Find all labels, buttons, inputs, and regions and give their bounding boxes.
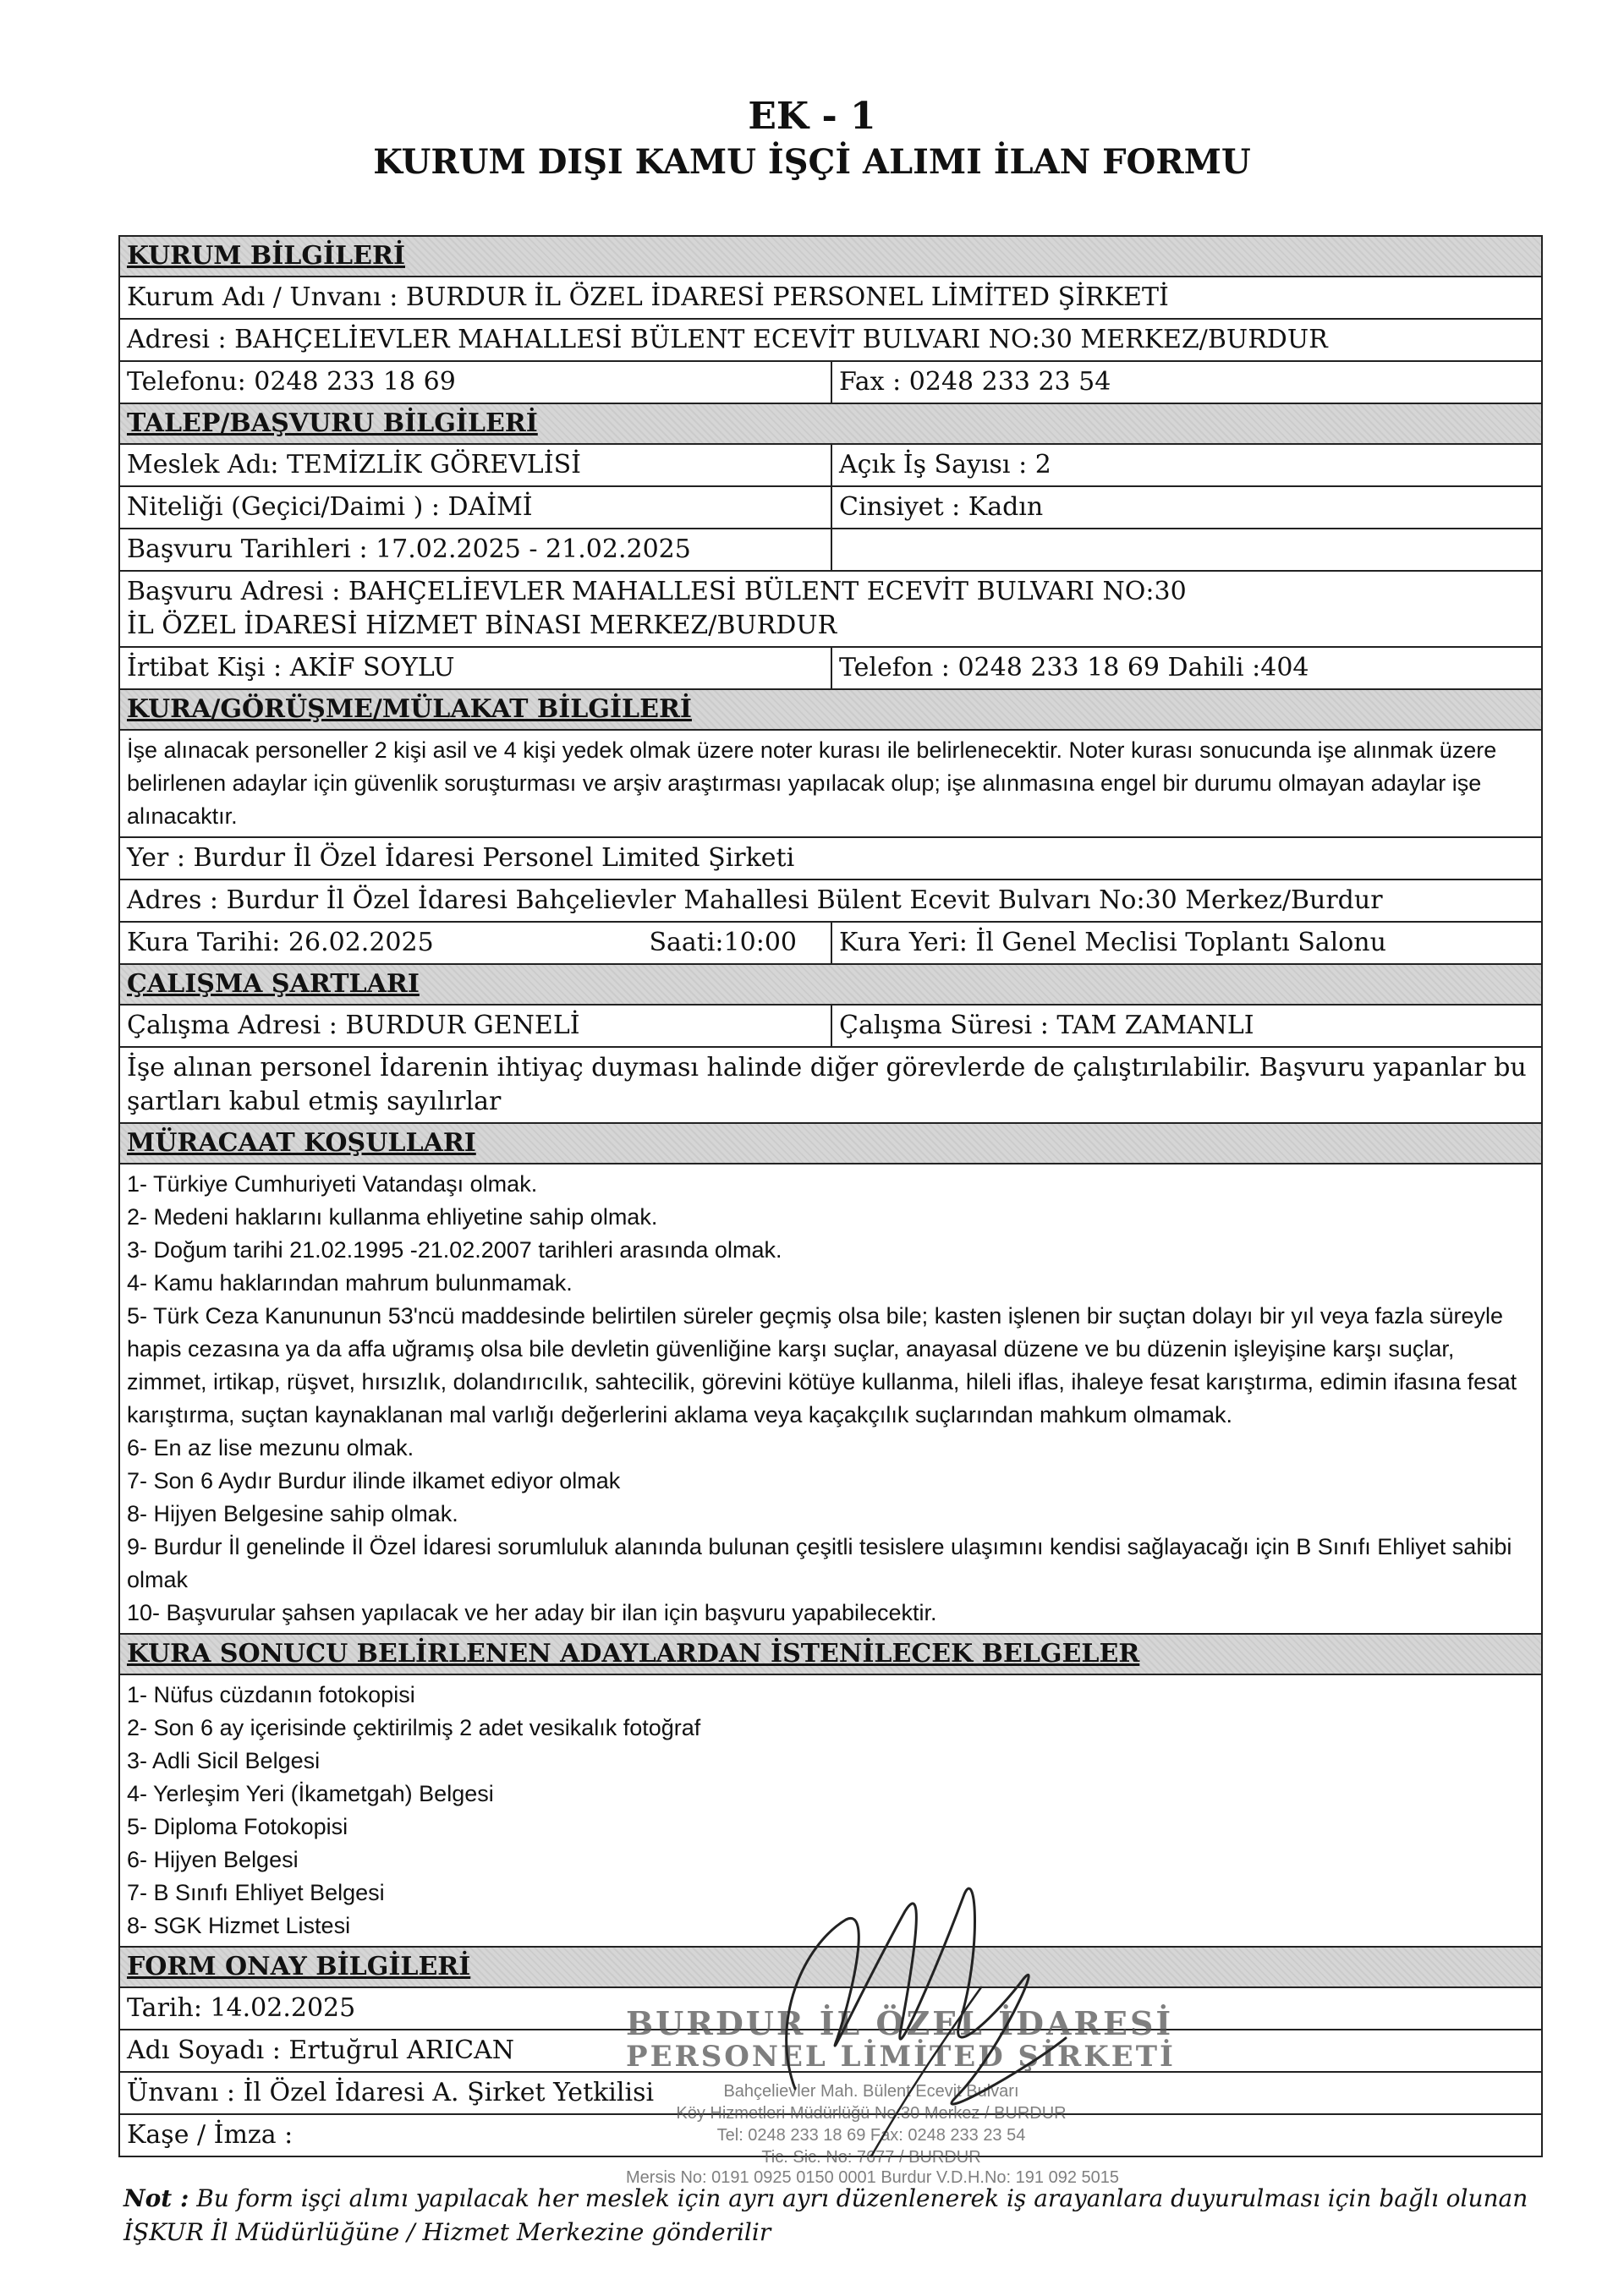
- section-kura: KURA/GÖRÜŞME/MÜLAKAT BİLGİLERİ: [120, 690, 1541, 729]
- calisma-adresi: Çalışma Adresi : BURDUR GENELİ: [120, 1006, 832, 1046]
- list-item: 7- B Sınıfı Ehliyet Belgesi: [127, 1880, 385, 1905]
- meslek-adi: Meslek Adı: TEMİZLİK GÖREVLİSİ: [120, 445, 832, 485]
- irtibat-kisi: İrtibat Kişi : AKİF SOYLU: [120, 648, 832, 688]
- announcement-form: [118, 235, 1543, 2157]
- kurum-telefon: Telefonu: 0248 233 18 69: [120, 362, 832, 403]
- onay-adi-soyadi: Adı Soyadı : Ertuğrul ARICAN: [127, 2036, 515, 2065]
- list-item: 2- Medeni haklarını kullanma ehliyetine sahip olmak.: [127, 1204, 658, 1230]
- onay-unvan: Ünvanı : İl Özel İdaresi A. Şirket Yetkilisi: [127, 2078, 655, 2107]
- list-item: 4- Yerleşim Yeri (İkametgah) Belgesi: [127, 1781, 494, 1806]
- acik-is-sayisi: Açık İş Sayısı : 2: [839, 450, 1051, 479]
- note-text: Bu form işçi alımı yapılacak her meslek için ayrı ayrı düzenlenerek iş arayanlara duyurulması için bağlı olunan İŞKUR İl Müdürlüğüne / Hizmet Merkezine gönderilir: [123, 2184, 1528, 2246]
- irtibat-telefon: Telefon : 0248 233 18 69 Dahili :404: [839, 653, 1309, 682]
- niteligi: Niteliği (Geçici/Daimi ) : DAİMİ: [120, 487, 832, 528]
- annex-label: EK - 1: [748, 95, 876, 138]
- calisma-suresi: Çalışma Süresi : TAM ZAMANLI: [839, 1011, 1254, 1040]
- list-item: 1- Türkiye Cumhuriyeti Vatandaşı olmak.: [127, 1171, 538, 1197]
- section-belgeler: KURA SONUCU BELİRLENEN ADAYLARDAN İSTENİLECEK BELGELER: [120, 1635, 1541, 1674]
- list-item: 5- Diploma Fotokopisi: [127, 1814, 348, 1839]
- list-item: 8- Hijyen Belgesine sahip olmak.: [127, 1501, 458, 1526]
- basvuru-tarihleri: Başvuru Tarihleri : 17.02.2025 - 21.02.2025: [120, 529, 832, 570]
- list-item: 7- Son 6 Aydır Burdur ilinde ilkamet ediyor olmak: [127, 1468, 621, 1493]
- section-muracaat: MÜRACAAT KOŞULLARI: [120, 1124, 1541, 1163]
- footer-note: [123, 2182, 1544, 2249]
- list-item: 10- Başvurular şahsen yapılacak ve her aday bir ilan için başvuru yapabilecektir.: [127, 1600, 937, 1625]
- section-calisma: ÇALIŞMA ŞARTLARI: [120, 965, 1541, 1004]
- list-item: 1- Nüfus cüzdanın fotokopisi: [127, 1682, 415, 1707]
- onay-tarih: Tarih: 14.02.2025: [127, 1993, 356, 2023]
- list-item: 4- Kamu haklarından mahrum bulunmamak.: [127, 1270, 573, 1296]
- form-title: KURUM DIŞI KAMU İŞÇİ ALIMI İLAN FORMU: [373, 142, 1251, 182]
- onay-kase-imza: Kaşe / İmza :: [127, 2120, 294, 2150]
- list-item: 5- Türk Ceza Kanununun 53'ncü maddesinde belirtilen süreler geçmiş olsa bile; kasten işlenen bir suçtan dolayı bir yıl veya fazla süreyle hapis cezasına ya da affa uğramış olsa bile devletin güvenliğine karşı suçlar, anayasal düzene ve bu düzenin işleyişine karşı suçlar, zimmet, irtikap, rüşvet, hırsızlık, dolandırıcılık, sahtecilik, görevini kötüye kullanma, hileli iflas, ihaleye fesat karıştırma, edimin ifasına fesat karıştırma, suçtan kaynaklanan mal varlığı değerlerini aklama veya kaçakçılık suçlarından mahkum olmamak.: [127, 1303, 1517, 1427]
- muracaat-list: [120, 1164, 1541, 1633]
- kura-saati: Saati:10:00: [649, 928, 797, 957]
- belgeler-list: [120, 1675, 1541, 1946]
- kura-tarih-saat: [120, 923, 832, 963]
- list-item: 3- Adli Sicil Belgesi: [127, 1748, 321, 1773]
- kurum-adi: Kurum Adı / Unvanı : BURDUR İL ÖZEL İDARESİ PERSONEL LİMİTED ŞİRKETİ: [127, 282, 1169, 312]
- section-talep: TALEP/BAŞVURU BİLGİLERİ: [120, 404, 1541, 443]
- empty-cell: [832, 529, 1541, 570]
- kura-adres: Adres : Burdur İl Özel İdaresi Bahçelievler Mahallesi Bülent Ecevit Bulvarı No:30 Merkez/Burdur: [127, 885, 1383, 915]
- kura-yer: Yer : Burdur İl Özel İdaresi Personel Limited Şirketi: [127, 843, 795, 873]
- list-item: 9- Burdur İl genelinde İl Özel İdaresi sorumluluk alanında bulunan çeşitli tesislere ulaşımını kendisi sağlayacağı için B Sınıfı Ehliyet sahibi olmak: [127, 1534, 1512, 1592]
- kura-yeri: Kura Yeri: İl Genel Meclisi Toplantı Salonu: [839, 928, 1386, 957]
- cinsiyet: Cinsiyet : Kadın: [839, 492, 1044, 522]
- list-item: 3- Doğum tarihi 21.02.1995 -21.02.2007 tarihleri arasında olmak.: [127, 1237, 782, 1263]
- company-stamp: BURDUR İL ÖZEL İDARESİ PERSONEL LİMİTED ŞİRKETİ Bahçelievler Mah. Bülent Ecevit Bulvarı Köy Hizmetleri Müdürlüğü No:30 Merkez / BURDUR Tel: 0248 233 18 69 Fax: 0248 233 23 54 Tic. Sic. No: 7677 / BURDUR Mersis No: 0191 0925 0150 0001 Burdur V.D.H.No: 191 092 5015: [626, 2004, 1176, 2187]
- calisma-aciklama: İşe alınan personel İdarenin ihtiyaç duyması halinde diğer görevlerde de çalıştırılabilir. Başvuru yapanlar bu şartları kabul etmiş sayılırlar: [127, 1053, 1527, 1116]
- kurum-fax: Fax : 0248 233 23 54: [839, 367, 1111, 397]
- section-onay: FORM ONAY BİLGİLERİ: [120, 1948, 1541, 1986]
- kura-tarihi: Kura Tarihi: 26.02.2025: [127, 928, 434, 957]
- list-item: 8- SGK Hizmet Listesi: [127, 1913, 351, 1938]
- kura-aciklama: İşe alınacak personeller 2 kişi asil ve 4 kişi yedek olmak üzere noter kurası ile belirlenecektir. Noter kurası sonucunda işe alınmak üzere belirlenen adaylar için güvenlik soruşturması ve arşiv araştırması yapılacak olup; işe alınmasına engel bir durumu olmayan adaylar işe alınacaktır.: [127, 737, 1497, 829]
- section-kurum: KURUM BİLGİLERİ: [120, 237, 1541, 276]
- note-label: Not :: [123, 2184, 189, 2212]
- list-item: 6- En az lise mezunu olmak.: [127, 1435, 414, 1460]
- basvuru-adresi: Başvuru Adresi : BAHÇELİEVLER MAHALLESİ BÜLENT ECEVİT BULVARI NO:30 İL ÖZEL İDARESİ HİZMET BİNASI MERKEZ/BURDUR: [127, 577, 1187, 640]
- list-item: 6- Hijyen Belgesi: [127, 1847, 299, 1872]
- kurum-adres: Adresi : BAHÇELİEVLER MAHALLESİ BÜLENT ECEVİT BULVARI NO:30 MERKEZ/BURDUR: [127, 325, 1328, 354]
- list-item: 2- Son 6 ay içerisinde çektirilmiş 2 adet vesikalık fotoğraf: [127, 1715, 701, 1740]
